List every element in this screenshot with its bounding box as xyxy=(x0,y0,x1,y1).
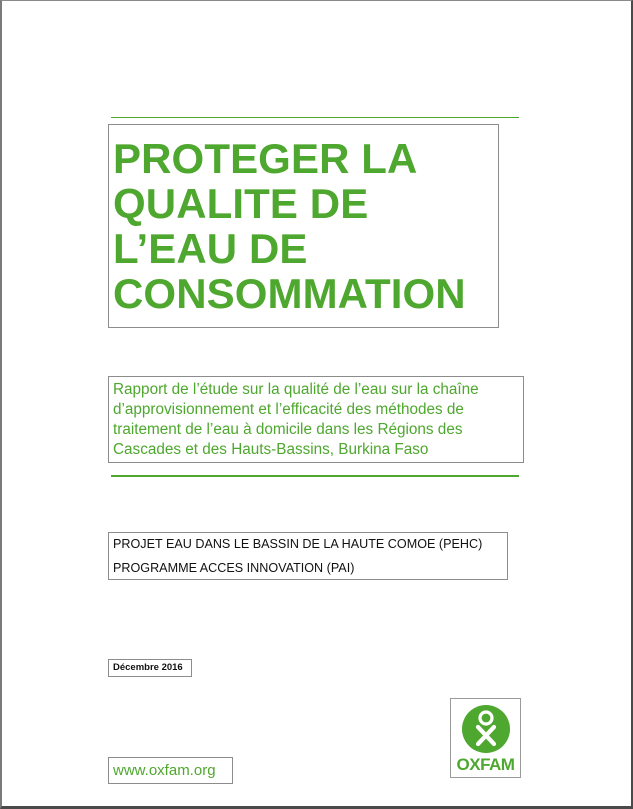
publication-date: Décembre 2016 xyxy=(113,662,183,673)
title-line: PROTEGER LA xyxy=(113,135,418,182)
logo-wordmark: OXFAM xyxy=(456,755,515,774)
title-line: CONSOMMATION xyxy=(113,270,466,317)
project-name: PROJET EAU DANS LE BASSIN DE LA HAUTE COMOE (PEHC) xyxy=(113,537,483,551)
oxfam-logo xyxy=(450,698,521,778)
title-line: L’EAU DE xyxy=(113,225,308,272)
title-line: QUALITE DE xyxy=(113,180,369,227)
oxfam-figure-icon xyxy=(461,704,511,754)
website-link[interactable]: www.oxfam.org xyxy=(113,762,216,779)
top-divider xyxy=(111,117,519,118)
programme-name: PROGRAMME ACCES INNOVATION (PAI) xyxy=(113,561,355,575)
bottom-divider xyxy=(111,475,519,477)
page-title xyxy=(113,136,466,316)
report-subtitle: Rapport de l’étude sur la qualité de l’eau sur la chaîne d’approvisionnement et l’efficacité des méthodes de traitement de l’eau à domicile dans les Régions des Cascades et des Hauts-Bassins, Burkina Faso xyxy=(113,381,479,458)
